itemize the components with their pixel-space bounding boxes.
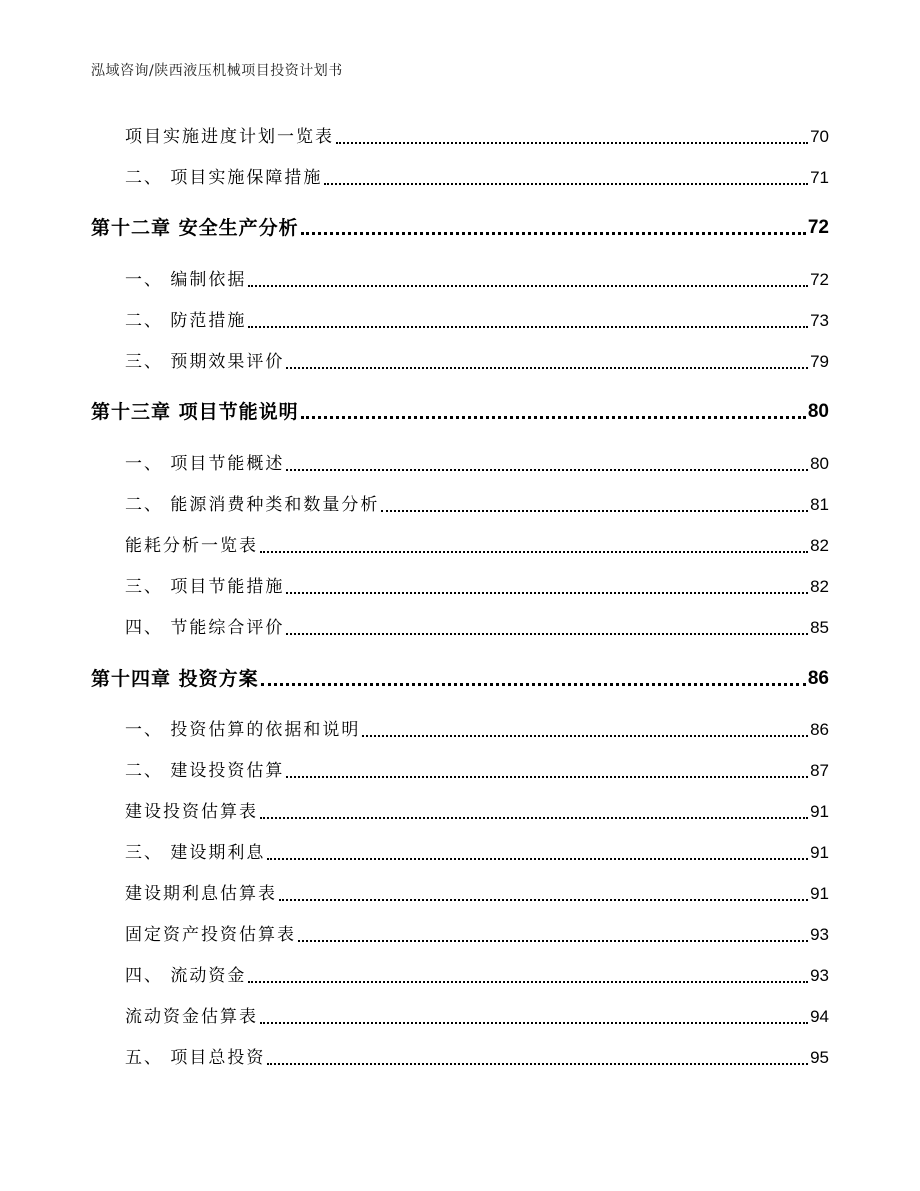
toc-dot-leader — [248, 981, 808, 983]
toc-entry-title: 固定资产投资估算表 — [125, 925, 296, 945]
toc-entry[interactable] — [125, 529, 829, 557]
toc-entry-title: 第十三章 项目节能说明 — [91, 401, 299, 423]
toc-entry-title: 第十四章 投资方案 — [91, 668, 259, 690]
toc-entry-page: 91 — [810, 843, 829, 862]
toc-entry-title: 流动资金估算表 — [125, 1007, 258, 1027]
toc-entry-title: 建设期利息估算表 — [125, 884, 277, 904]
toc-entry-page: 82 — [810, 536, 829, 555]
toc-dot-leader — [324, 183, 808, 185]
toc-chapter-entry[interactable] — [91, 662, 829, 690]
toc-entry-title: 三、 预期效果评价 — [125, 352, 285, 372]
toc-entry-page: 91 — [810, 884, 829, 903]
toc-entry-page: 81 — [810, 495, 829, 514]
toc-entry-page: 93 — [810, 925, 829, 944]
toc-dot-leader — [298, 940, 808, 942]
toc-dot-leader — [286, 469, 808, 471]
toc-entry-page: 82 — [810, 577, 829, 596]
toc-entry-page: 86 — [810, 720, 829, 739]
toc-dot-leader — [260, 1022, 808, 1024]
toc-entry[interactable] — [125, 713, 829, 741]
toc-dot-leader — [286, 776, 808, 778]
toc-dot-leader — [286, 367, 808, 369]
toc-entry-page: 73 — [810, 311, 829, 330]
toc-dot-leader — [260, 817, 808, 819]
toc-entry-page: 72 — [810, 270, 829, 289]
toc-entry[interactable] — [125, 161, 829, 189]
toc-entry-page: 91 — [810, 802, 829, 821]
toc-entry[interactable] — [125, 120, 829, 148]
toc-entry-page: 86 — [807, 668, 829, 689]
toc-entry-page: 85 — [810, 618, 829, 637]
toc-dot-leader — [336, 142, 808, 144]
toc-chapter-entry[interactable] — [91, 395, 829, 423]
toc-entry-title: 五、 项目总投资 — [125, 1048, 266, 1068]
page-header: 泓域咨询/陕西液压机械项目投资计划书 — [91, 63, 343, 79]
toc-dot-leader — [279, 899, 808, 901]
toc-entry-page: 87 — [810, 761, 829, 780]
toc-dot-leader — [267, 858, 808, 860]
toc-dot-leader — [301, 232, 806, 235]
toc-entry[interactable] — [125, 570, 829, 598]
toc-entry[interactable] — [125, 488, 829, 516]
toc-dot-leader — [381, 510, 808, 512]
toc-entry-page: 72 — [807, 217, 829, 238]
toc-entry-page: 71 — [810, 168, 829, 187]
toc-entry-page: 80 — [807, 401, 829, 422]
toc-entry-title: 四、 流动资金 — [125, 966, 247, 986]
toc-dot-leader — [301, 416, 806, 419]
toc-entry-page: 95 — [810, 1048, 829, 1067]
toc-chapter-entry[interactable] — [91, 211, 829, 239]
toc-entry-title: 二、 能源消费种类和数量分析 — [125, 495, 380, 515]
toc-dot-leader — [248, 326, 808, 328]
toc-entry-title: 三、 建设期利息 — [125, 843, 266, 863]
toc-entry[interactable] — [125, 877, 829, 905]
toc-dot-leader — [261, 683, 806, 686]
toc-entry-title: 一、 投资估算的依据和说明 — [125, 720, 361, 740]
toc-entry[interactable] — [125, 836, 829, 864]
toc-entry[interactable] — [125, 345, 829, 373]
toc-dot-leader — [362, 735, 808, 737]
toc-entry-title: 建设投资估算表 — [125, 802, 258, 822]
toc-entry-title: 项目实施进度计划一览表 — [125, 127, 334, 147]
toc-entry-title: 二、 项目实施保障措施 — [125, 168, 323, 188]
toc-entry-page: 70 — [810, 127, 829, 146]
toc-entry[interactable] — [125, 447, 829, 475]
toc-entry-title: 四、 节能综合评价 — [125, 618, 285, 638]
toc-dot-leader — [286, 633, 808, 635]
toc-entry[interactable] — [125, 611, 829, 639]
toc-dot-leader — [286, 592, 808, 594]
toc-entry-title: 能耗分析一览表 — [125, 536, 258, 556]
toc-dot-leader — [267, 1063, 808, 1065]
toc-entry-title: 第十二章 安全生产分析 — [91, 217, 299, 239]
toc-entry-page: 94 — [810, 1007, 829, 1026]
toc-entry-title: 二、 建设投资估算 — [125, 761, 285, 781]
toc-dot-leader — [260, 551, 808, 553]
toc-entry[interactable] — [125, 263, 829, 291]
toc-entry[interactable] — [125, 918, 829, 946]
toc-entry-title: 一、 编制依据 — [125, 270, 247, 290]
toc-entry[interactable] — [125, 959, 829, 987]
toc-entry-page: 79 — [810, 352, 829, 371]
toc-entry-page: 93 — [810, 966, 829, 985]
toc-entry[interactable] — [125, 1000, 829, 1028]
toc-dot-leader — [248, 285, 808, 287]
toc-entry[interactable] — [125, 304, 829, 332]
toc-entry[interactable] — [125, 1041, 829, 1069]
toc-entry-title: 一、 项目节能概述 — [125, 454, 285, 474]
toc-entry-page: 80 — [810, 454, 829, 473]
toc-entry[interactable] — [125, 795, 829, 823]
toc-entry-title: 二、 防范措施 — [125, 311, 247, 331]
toc-entry[interactable] — [125, 754, 829, 782]
toc-entry-title: 三、 项目节能措施 — [125, 577, 285, 597]
